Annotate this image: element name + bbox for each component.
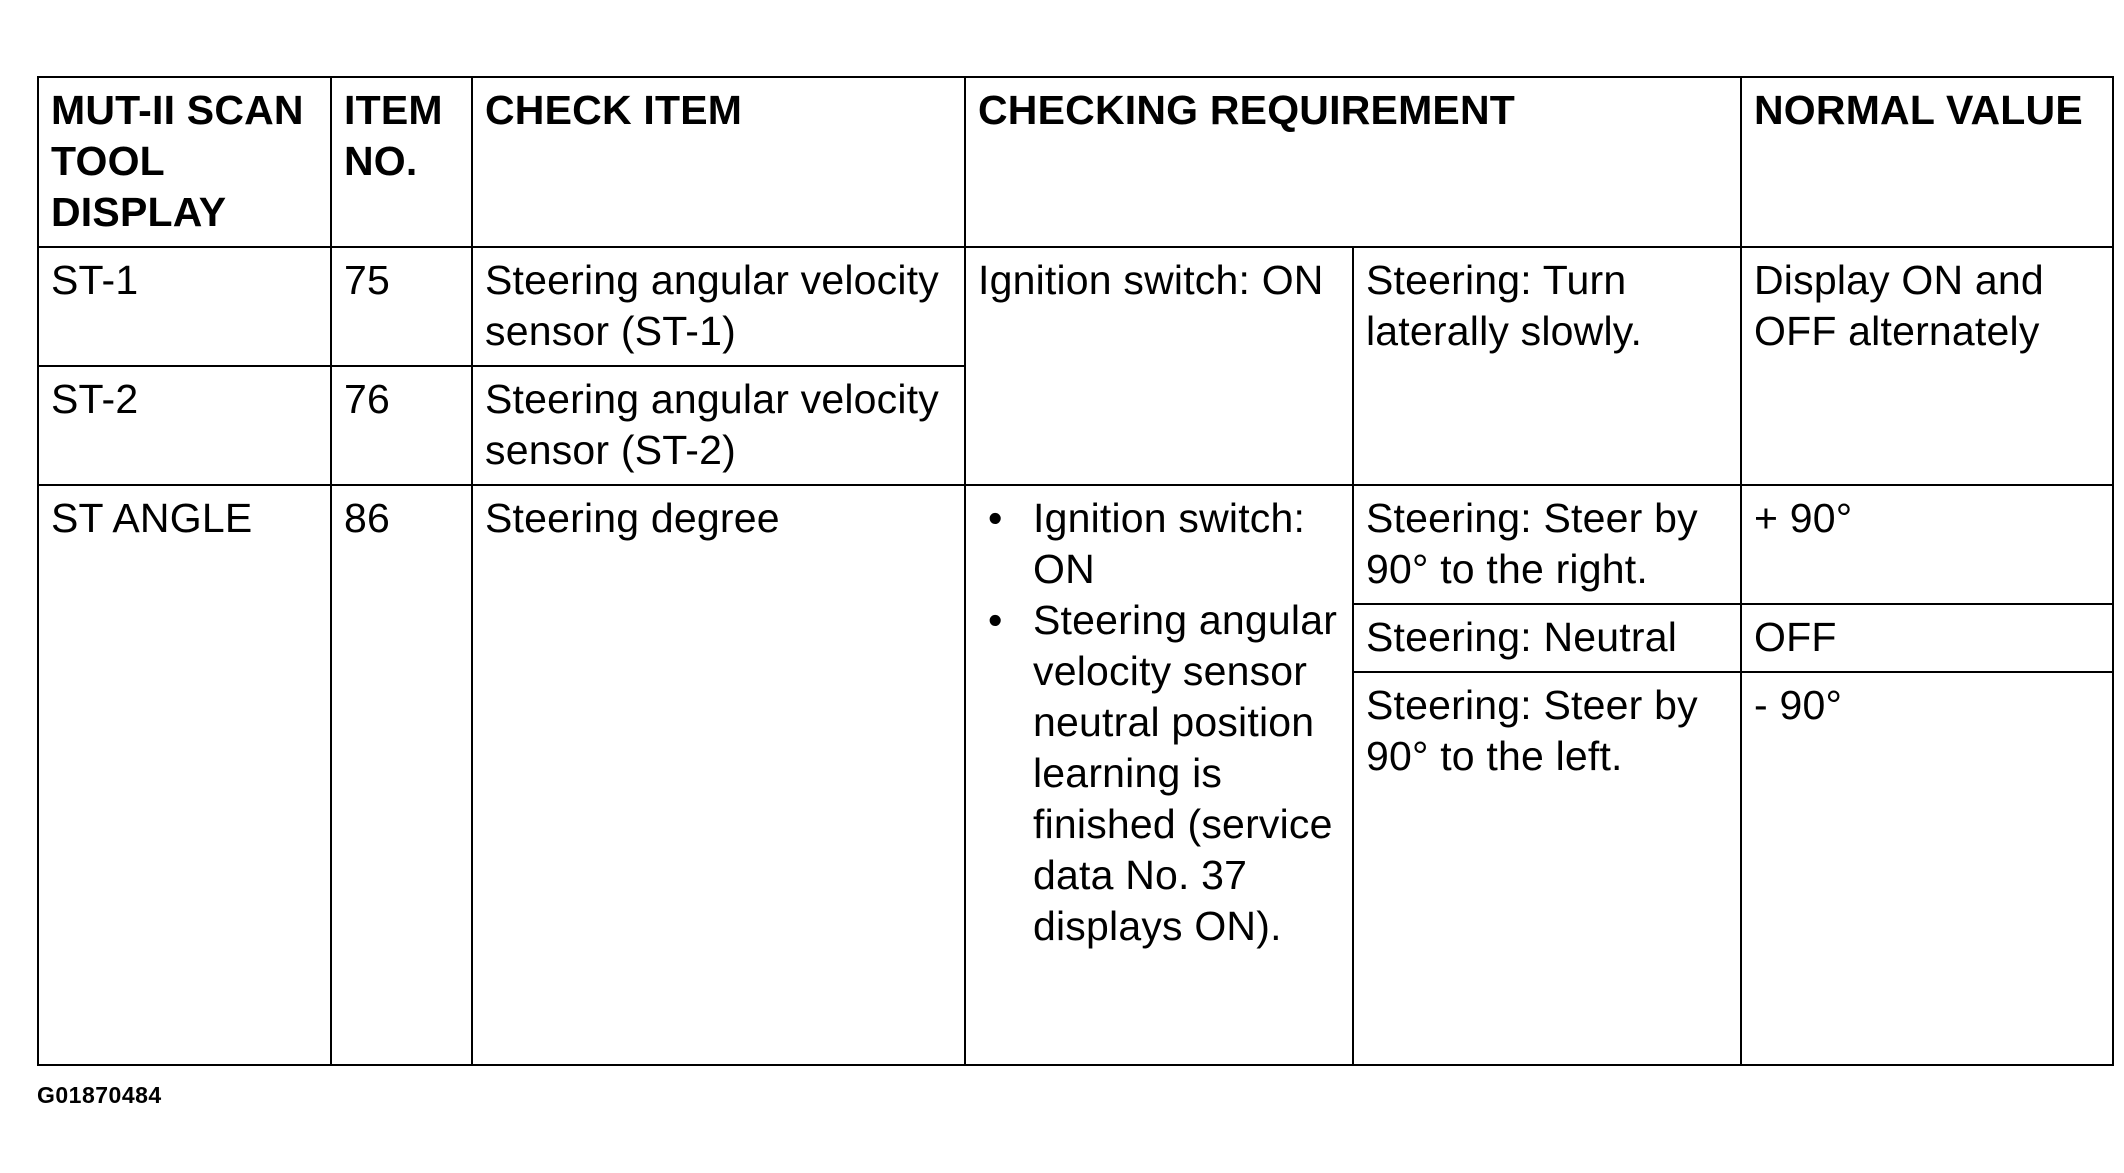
header-row [38, 77, 2113, 247]
condition-text: Ignition switch: ON [1033, 495, 1306, 592]
list-item [978, 595, 1342, 952]
cell-angle-conditions [965, 485, 1353, 1065]
header-item-no: ITEM NO. [331, 77, 472, 247]
cell-angle-action: Steering: Steer by 90° to the left. [1353, 672, 1741, 1065]
header-display: MUT-II SCAN TOOL DISPLAY [38, 77, 331, 247]
cell-angle-value: - 90° [1741, 672, 2113, 1065]
cell-check-item: Steering degree [472, 485, 965, 1065]
cell-angle-action: Steering: Neutral [1353, 604, 1741, 672]
list-item [978, 493, 1342, 595]
cell-angle-value: OFF [1741, 604, 2113, 672]
condition-text: Steering angular velocity sensor neutral position learning is finished (service data No. 37 displays ON). [1033, 597, 1338, 949]
cell-check-item: Steering angular velocity sensor (ST-2) [472, 366, 965, 485]
header-checking-requirement: CHECKING REQUIREMENT [965, 77, 1741, 247]
cell-item-no: 76 [331, 366, 472, 485]
cell-item-no: 75 [331, 247, 472, 366]
cell-item-no: 86 [331, 485, 472, 1065]
cell-display: ST-2 [38, 366, 331, 485]
bullet-icon: • [988, 495, 1003, 541]
figure-id: G01870484 [37, 1082, 162, 1108]
cell-check-item: Steering angular velocity sensor (ST-1) [472, 247, 965, 366]
table-row [38, 485, 2113, 604]
cell-st-value: Display ON and OFF alternately [1741, 247, 2113, 485]
cell-st-condition: Ignition switch: ON [965, 247, 1353, 485]
cell-display: ST-1 [38, 247, 331, 366]
bullet-icon: • [988, 597, 1003, 643]
cell-display: ST ANGLE [38, 485, 331, 1065]
header-normal-value: NORMAL VALUE [1741, 77, 2113, 247]
scan-tool-table [37, 76, 2114, 1066]
header-check-item: CHECK ITEM [472, 77, 965, 247]
cell-angle-value: + 90° [1741, 485, 2113, 604]
cell-st-action: Steering: Turn laterally slowly. [1353, 247, 1741, 485]
cell-angle-action: Steering: Steer by 90° to the right. [1353, 485, 1741, 604]
table-row [38, 247, 2113, 366]
condition-list [978, 493, 1342, 952]
